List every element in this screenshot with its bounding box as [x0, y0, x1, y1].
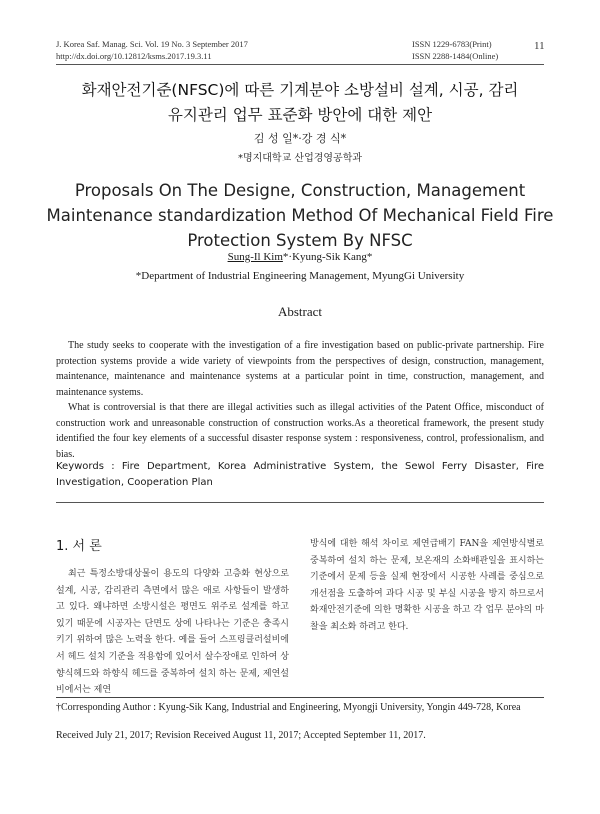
- korean-title-line-1: 화재안전기준(NFSC)에 따른 기계분야 소방설비 설계, 시공, 감리: [81, 81, 519, 99]
- english-title-line-3: Protection System By NFSC: [187, 231, 413, 250]
- abstract-body: [56, 338, 544, 462]
- journal-name: J. Korea Saf. Manag. Sci. Vol. 19 No. 3 September 2017: [56, 39, 248, 49]
- author-kyung-sik-kang: Kyung-Sik Kang: [292, 251, 367, 263]
- keywords: Keywords : Fire Department, Korea Administrative System, the Sewol Ferry Disaster, Fire Investigation, Cooperation Plan: [56, 461, 544, 488]
- abstract-rule: [56, 502, 544, 503]
- introduction-right-column: 방식에 대한 해석 차이로 제연급배기 FAN을 제연방식별로 중복하여 설치 하는 문제, 보온재의 소화배관일을 표시하는 기준에서 문제 등을 실제 현장에서 시공한 사례를 중심으로 개선점을 도출하여 과다 시공 및 부실 시공을 방지 하므로서 화재안전기준에 의한 명확한 시공을 하고 각 업무 분야의 마찰을 최소화 하려고 한다.: [310, 539, 544, 632]
- footnote-corresponding-author: †Corresponding Author : Kyung-Sik Kang, Industrial and Engineering, Myongji University, Yongin 449-728, Korea: [56, 702, 521, 713]
- journal-citation: [56, 38, 248, 62]
- doi-link[interactable]: http://dx.doi.org/10.12812/ksms.2017.19.3.11: [56, 51, 212, 61]
- introduction-left-column: 최근 특정소방대상물이 용도의 다양화 고층화 현상으로 설계, 시공, 감리관리 측면에서 많은 애로 사항들이 발생하고 있다. 왜냐하면 소방시설은 평면도 위주로 설계를 하고 있기 때문에 시공자는 단면도 상에 나타나는 기준은 충족시키기 위하여 많은 노력을 한다. 예를 들어 스프링클러설비에서 헤드 설치 기준을 적용함에 있어서 살수장애로 인하여 상향식헤드와 하향식 헤드를 중복하여 설치 하는 문제, 제연설비에서는 제연: [56, 569, 289, 696]
- issn-print: ISSN 1229-6783(Print): [412, 39, 492, 49]
- english-title-line-1: Proposals On The Designe, Construction, Management: [74, 181, 526, 200]
- section-heading-introduction: 1. 서 론: [56, 539, 102, 554]
- korean-affiliation: *명지대학교 산업경영공학과: [237, 153, 363, 164]
- author-mark: *: [366, 251, 373, 263]
- footnote-rule: [56, 697, 544, 698]
- author-sung-il-kim: Sung-Il Kim: [227, 251, 283, 263]
- issn-block: [412, 38, 498, 62]
- page-number: 11: [534, 40, 545, 52]
- english-authors: [0, 251, 600, 263]
- korean-title-line-2: 유지관리 업무 표준화 방안에 대한 제안: [167, 106, 433, 124]
- footnote-received-dates: Received July 21, 2017; Revision Received August 11, 2017; Accepted September 11, 2017.: [56, 730, 426, 741]
- author-separator: *·: [282, 251, 293, 263]
- english-title-line-2: Maintenance standardization Method Of Mechanical Field Fire: [46, 206, 554, 225]
- english-affiliation: *Department of Industrial Engineering Management, MyungGi University: [135, 270, 465, 282]
- abstract-heading: Abstract: [277, 304, 323, 319]
- header-rule: [56, 64, 544, 65]
- korean-authors: 김 성 일*·강 경 식*: [253, 132, 347, 145]
- abstract-paragraph-1: The study seeks to cooperate with the investigation of a fire investigation based on public-private partnership. Fire protection systems provide a wide variety of viewpoints from the perspectives of design, construction, management, maintenance, maintenance and maintenance systems at a particular point in time, construction, management, and maintenance systems.: [56, 340, 544, 398]
- abstract-paragraph-2: What is controversial is that there are illegal activities such as illegal activities of the Patent Office, misconduct of construction work and unreasonable construction of construction works.As a theoretical framework, the present study identified the four key elements of a successful disaster response system : responsiveness, control, professionalism, and bias.: [56, 402, 544, 460]
- issn-online: ISSN 2288-1484(Online): [412, 51, 499, 61]
